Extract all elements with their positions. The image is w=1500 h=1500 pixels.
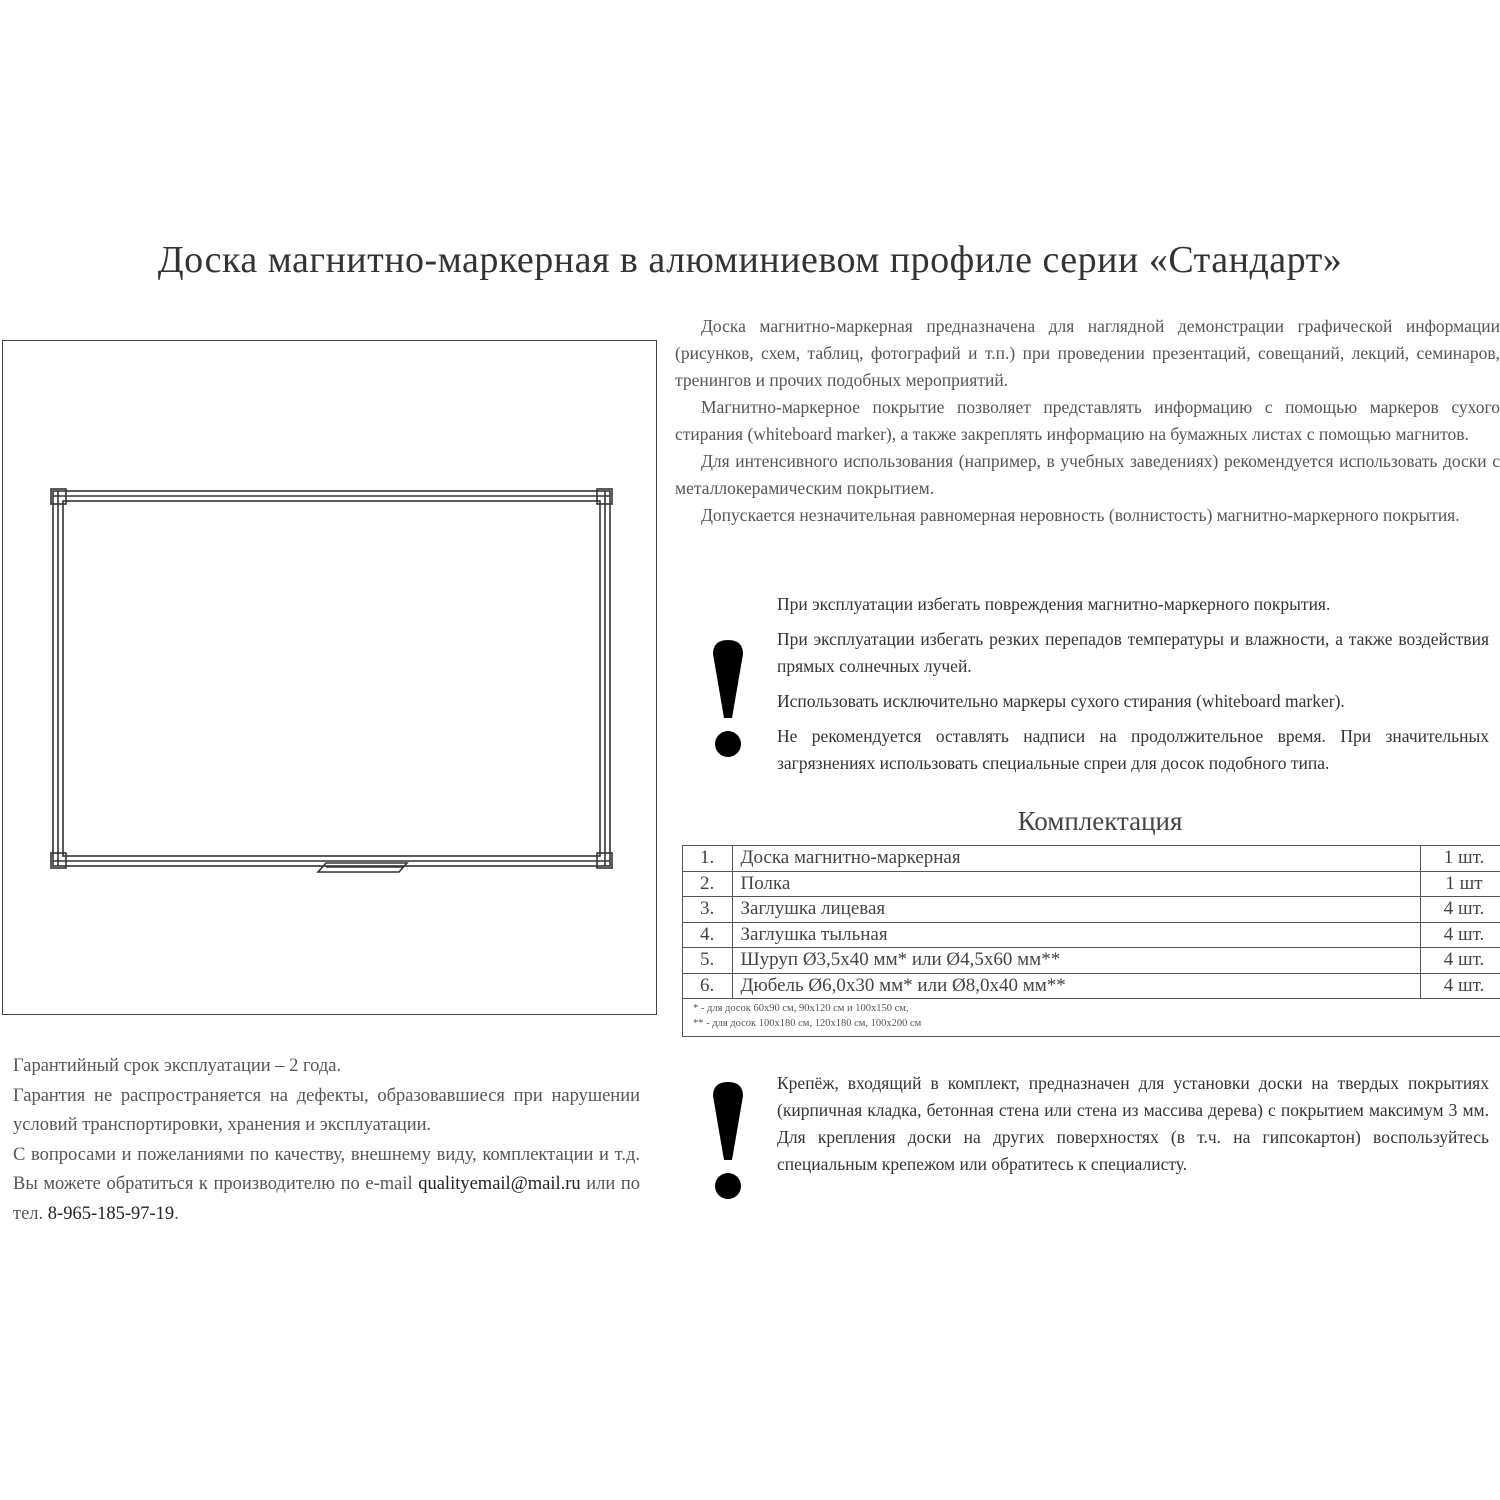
table-row [683, 922, 1500, 948]
row-qty: 4 шт. [1421, 973, 1500, 999]
contact-text: С вопросами и пожеланиями по качеству, внешнему виду, комплектации и т.д. Вы можете обратиться к производителю по e-mail [13, 1144, 640, 1194]
contact-phone: 8-965-185-97-19 [47, 1203, 175, 1224]
warning-item: Не рекомендуется оставлять надписи на продолжительное время. При значительных загрязнениях использовать специальные спреи для досок подобного типа. [777, 726, 1489, 773]
warning-item: При эксплуатации избегать резких перепадов температуры и влажности, а также воздействия прямых солнечных лучей. [777, 629, 1489, 676]
row-number: 6. [683, 973, 732, 999]
warning-item: Использовать исключительно маркеры сухого стирания (whiteboard marker). [777, 691, 1345, 711]
row-number: 2. [683, 871, 732, 897]
usage-warnings [777, 591, 1489, 785]
row-name: Заглушка тыльная [732, 922, 1421, 948]
row-number: 5. [683, 948, 732, 974]
mounting-warning [777, 1070, 1489, 1186]
whiteboard-illustration [2, 340, 657, 1015]
contact-text: . [174, 1203, 179, 1224]
row-number: 1. [683, 846, 732, 871]
row-qty: 4 шт. [1421, 922, 1500, 948]
warning-item: Крепёж, входящий в комплект, предназначен для установки доски на твердых покрытиях (кирпичная кладка, бетонная стена или стена из массива дерева) с покрытием максимум 3 мм. Для крепления доски на других поверхностях (в т.ч. на гипсокартон) воспользуйтесь специальным крепежом или обратитесь к специалисту. [777, 1073, 1489, 1174]
warranty-exclusions: Гарантия не распространяется на дефекты, образовавшиеся при нарушении условий транспортировки, хранения и эксплуатации. [13, 1085, 640, 1135]
exclamation-icon [708, 1082, 748, 1202]
intro-text [675, 313, 1500, 529]
contact-text: или по тел. [13, 1174, 640, 1224]
kit-table [682, 845, 1500, 1037]
table-row [683, 973, 1500, 999]
intro-paragraph: Для интенсивного использования (например, в учебных заведениях) рекомендуется использовать доски с металлокерамическим покрытием. [675, 451, 1500, 498]
row-name: Дюбель Ø6,0x30 мм* или Ø8,0x40 мм** [732, 973, 1421, 999]
row-qty: 1 шт. [1421, 846, 1500, 871]
contact-email: qualityemail@mail.ru [418, 1174, 581, 1194]
warning-item: При эксплуатации избегать повреждения магнитно-маркерного покрытия. [777, 594, 1331, 614]
row-number: 4. [683, 922, 732, 948]
row-number: 3. [683, 897, 732, 923]
intro-paragraph: Доска магнитно-маркерная предназначена для наглядной демонстрации графической информации (рисунков, схем, таблиц, фотографий и т.п.) при проведении презентаций, совещаний, лекций, семинаров, тренингов и прочих подобных мероприятий. [675, 316, 1500, 390]
row-name: Полка [732, 871, 1421, 897]
table-row [683, 948, 1500, 974]
table-row [683, 897, 1500, 923]
table-row [683, 846, 1500, 871]
whiteboard-drawing [3, 341, 658, 1016]
row-name: Доска магнитно-маркерная [732, 846, 1421, 871]
warranty-info [13, 1052, 640, 1229]
page-title: Доска магнитно-маркерная в алюминиевом профиле серии «Стандарт» [157, 239, 1343, 281]
contact-info [13, 1141, 640, 1230]
table-row [683, 871, 1500, 897]
kit-title: Комплектация [1017, 806, 1183, 836]
exclamation-icon [708, 640, 748, 760]
intro-paragraph: Допускается незначительная равномерная неровность (волнистость) магнитно-маркерного покрытия. [701, 505, 1460, 525]
kit-footnotes [683, 999, 1500, 1031]
warranty-period: Гарантийный срок эксплуатации – 2 года. [13, 1056, 342, 1076]
board-frame-outer [53, 491, 610, 866]
footnote: ** - для досок 100x180 см, 120x180 см, 100x200 см [693, 1018, 922, 1029]
row-name: Заглушка лицевая [732, 897, 1421, 923]
intro-paragraph: Магнитно-маркерное покрытие позволяет представлять информацию с помощью маркеров сухого стирания (whiteboard marker), а также закреплять информацию на бумажных листах с помощью магнитов. [675, 397, 1500, 444]
board-frame-inner [63, 501, 600, 856]
footnote: * - для досок 60x90 см, 90x120 см и 100x150 см, [693, 1003, 909, 1014]
row-name: Шуруп Ø3,5x40 мм* или Ø4,5x60 мм** [732, 948, 1421, 974]
row-qty: 4 шт. [1421, 948, 1500, 974]
row-qty: 1 шт [1421, 871, 1500, 897]
row-qty: 4 шт. [1421, 897, 1500, 923]
